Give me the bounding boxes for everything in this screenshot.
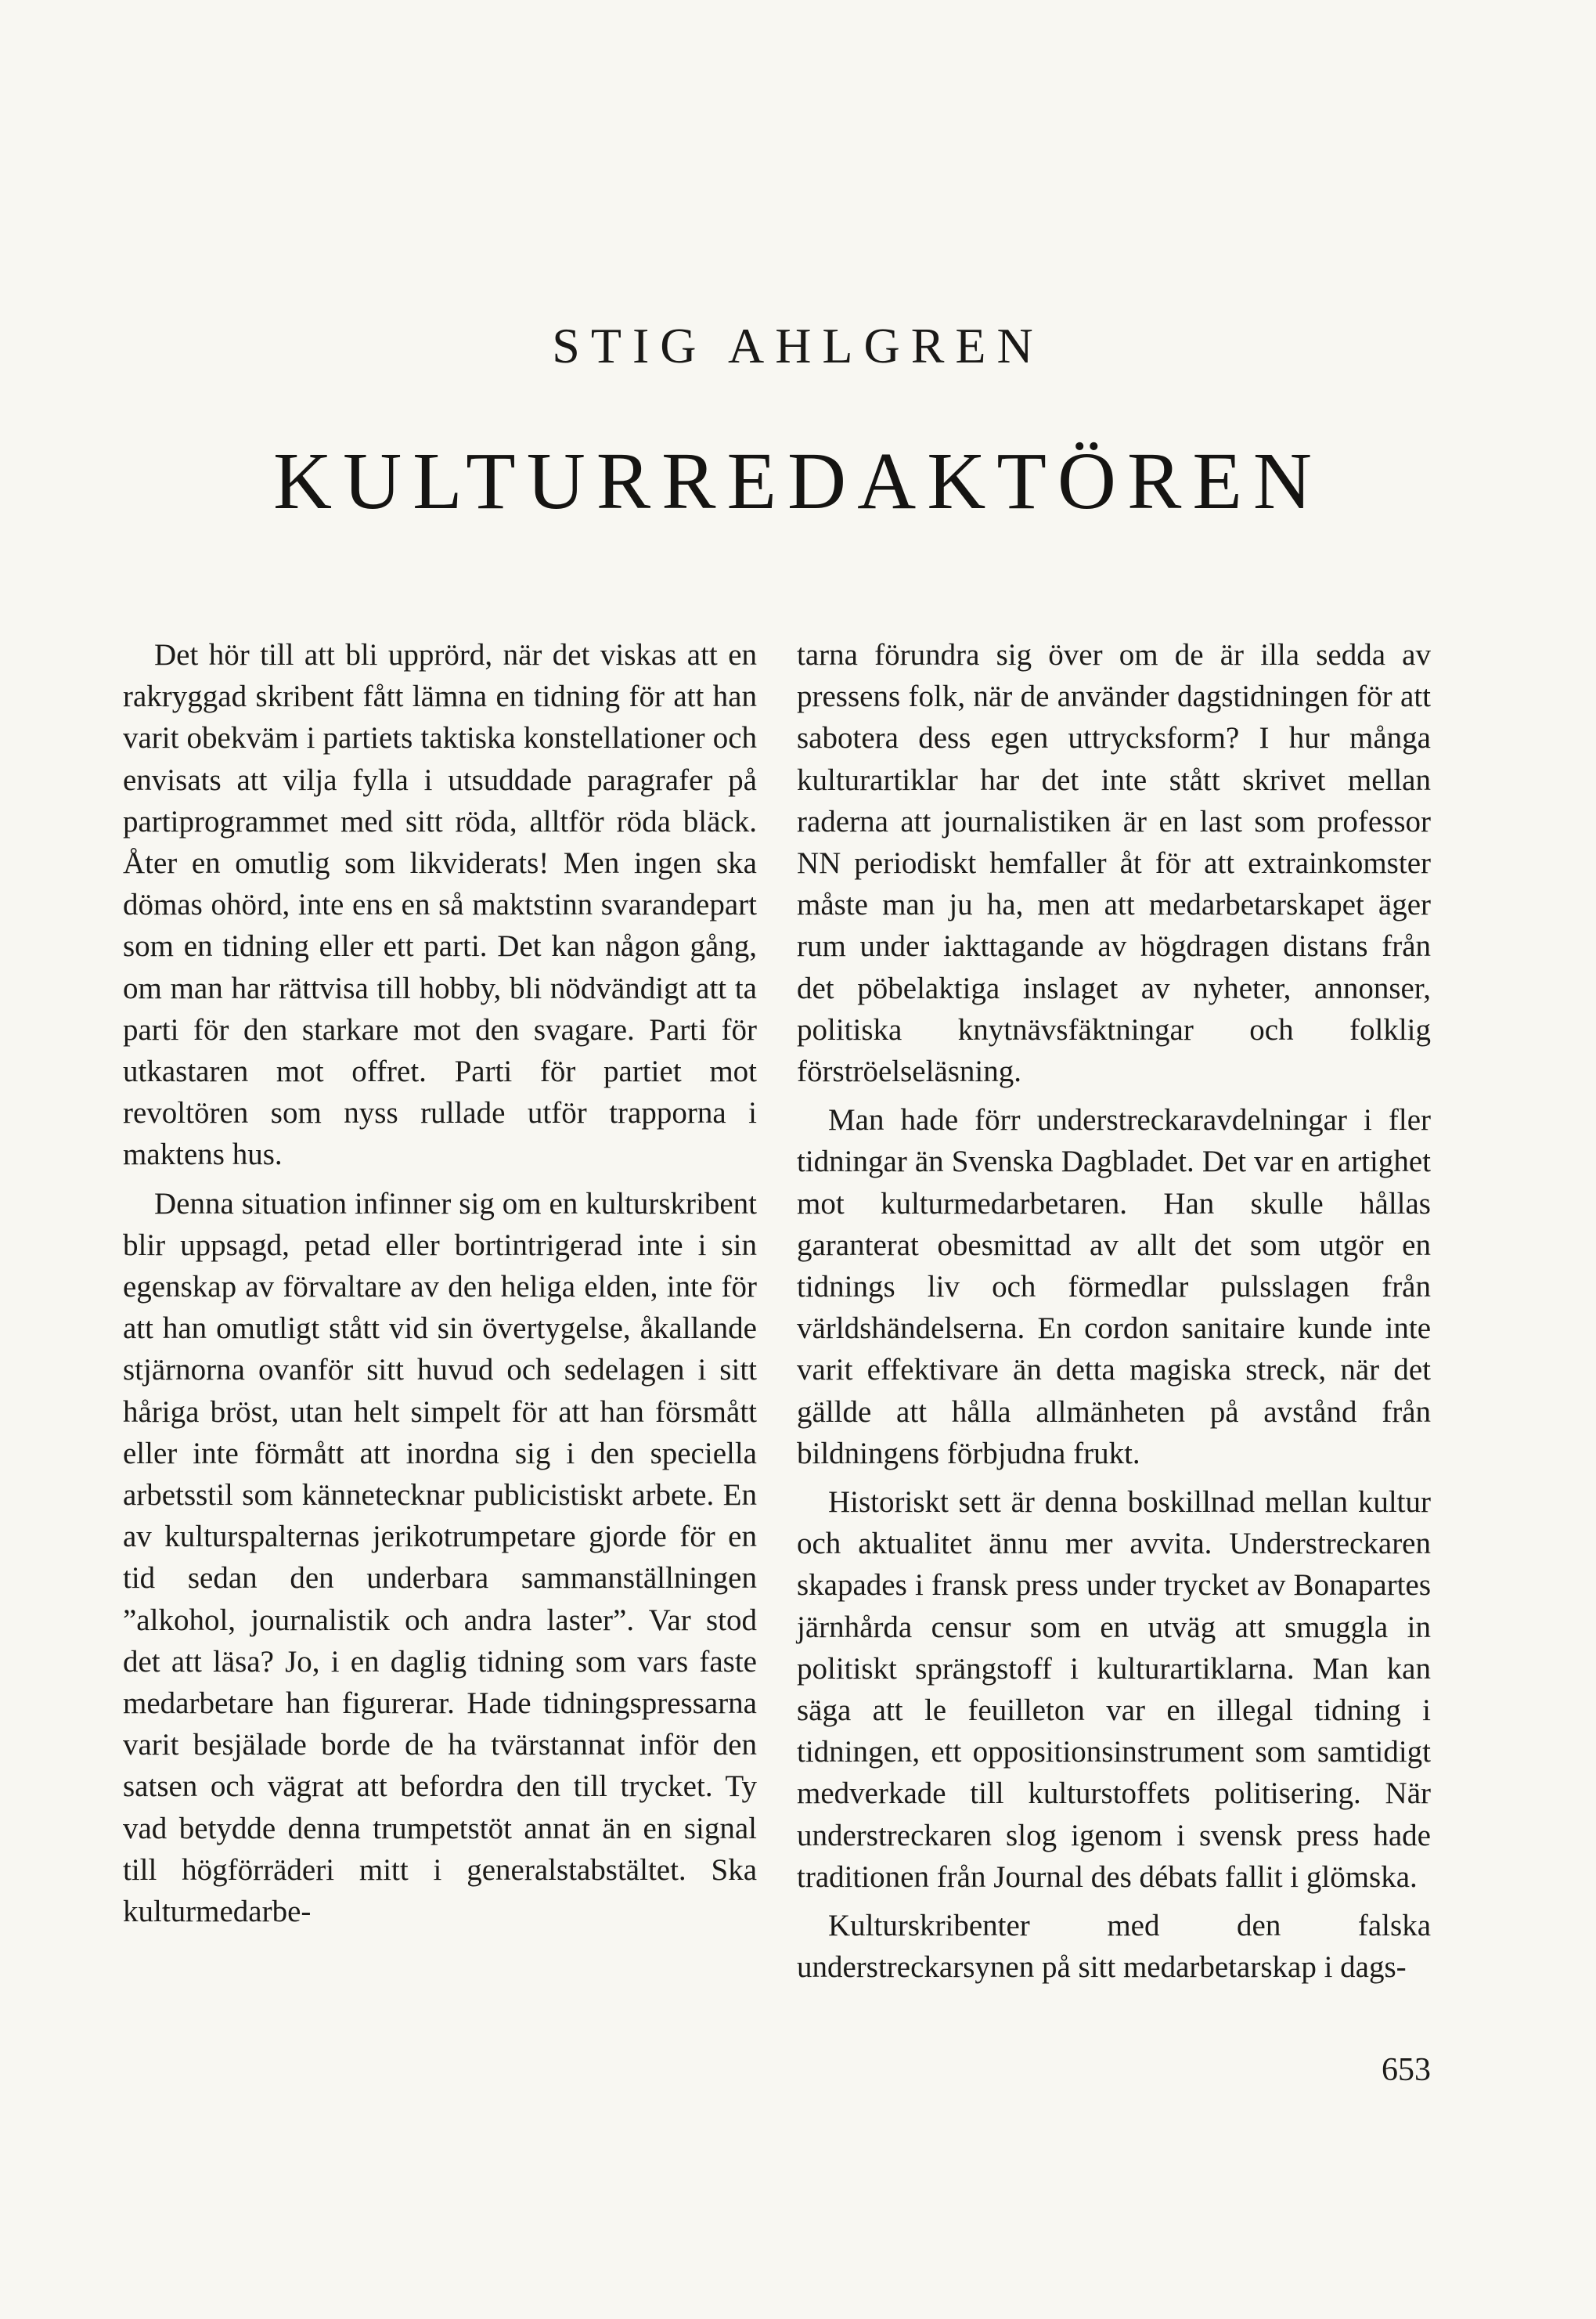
right-paragraph-2: Historiskt sett är denna boskillnad mellan kultur och aktualitet ännu mer avvita. Understreckaren skapades i fransk press under trycket av Bonapartes järnhårda censur som en utväg att smuggla in politiskt sprängstoff i kulturartiklarna. Man kan säga att le feuilleton var en illegal tidning i tidningen, ett oppositionsinstrument som samtidigt medverkade till kulturstoffets politisering. När understreckaren slog igenom i svensk press hade traditionen från Journal des débats fallit i glömska.: [797, 1485, 1431, 1894]
left-column: [123, 634, 757, 1932]
right-paragraph-3: Kulturskribenter med den falska understreckarsynen på sitt medarbetarskap i dags-: [797, 1909, 1431, 1985]
left-paragraph-1: Det hör till att bli upprörd, när det viskas att en rakryggad skribent fått lämna en tidning för att han varit obekväm i partiets taktiska konstellationer och envisats att vilja fylla i utsuddade paragrafer på partiprogrammet med sitt röda, alltför röda bläck. Åter en omutlig som likviderats! Men ingen ska dömas ohörd, inte ens en så maktstinn svarandepart som en tidning eller ett parti. Det kan någon gång, om man har rättvisa till hobby, bli nödvändigt att ta parti för den starkare mot den svagare. Parti för utkastaren mot offret. Parti för partiet mot revoltören som nyss rullade utför trapporna i maktens hus.: [123, 638, 757, 1172]
right-paragraph-1: Man hade förr understreckaravdelningar i fler tidningar än Svenska Dagbladet. Det var en artighet mot kulturmedarbetaren. Han skulle hållas garanterat obesmittad av allt det som utgör en tidnings liv och förmedlar pulsslagen från världshändelserna. En cordon sanitaire kunde inte varit effektivare än detta magiska streck, när det gällde att hålla allmänheten på avstånd från bildningens förbjudna frukt.: [797, 1103, 1431, 1470]
right-column: [797, 634, 1431, 1989]
page-number: 653: [1382, 2052, 1431, 2088]
left-paragraph-2: Denna situation infinner sig om en kulturskribent blir uppsagd, petad eller bortintrigerad inte i sin egenskap av förvaltare av den heliga elden, inte för att han omutligt stått vid sin övertygelse, åkallande stjärnorna ovanför sitt huvud och sedelagen i sitt håriga bröst, utan helt simpelt för att han försmått eller inte förmått att inordna sig i den speciella arbetsstil som kännetecknar publicistiskt arbete. En av kulturspalternas jerikotrumpetare gjorde för en tid sedan den underbara sammanställningen ”alkohol, journalistik och andra laster”. Var stod det att läsa? Jo, i en daglig tidning som vars faste medarbetare han figurerar. Hade tidningspressarna varit besjälade borde de ha tvärstannat inför den satsen och vägrat att befordra den till trycket. Ty vad betydde denna trumpetstöt annat än en signal till högförräderi mitt i generalstabstältet. Ska kulturmedarbe-: [123, 1186, 757, 1929]
right-paragraph-continuation: tarna förundra sig över om de är illa sedda av pressens folk, när de använder dagstidningen för att sabotera dess egen uttrycksform? I hur många kulturartiklar har det inte stått skrivet mellan raderna att journalistiken är en last som professor NN periodiskt hemfaller åt för att extrainkomster måste man ju ha, men att medarbetarskapet äger rum under iakttagande av högdragen distans från det pöbelaktiga inslaget av nyheter, annonser, politiska knytnävsfäktningar och folklig förströelseläsning.: [797, 638, 1431, 1089]
article-title: KULTURREDAKTÖREN: [272, 436, 1324, 526]
author-name: STIG AHLGREN: [552, 318, 1044, 373]
